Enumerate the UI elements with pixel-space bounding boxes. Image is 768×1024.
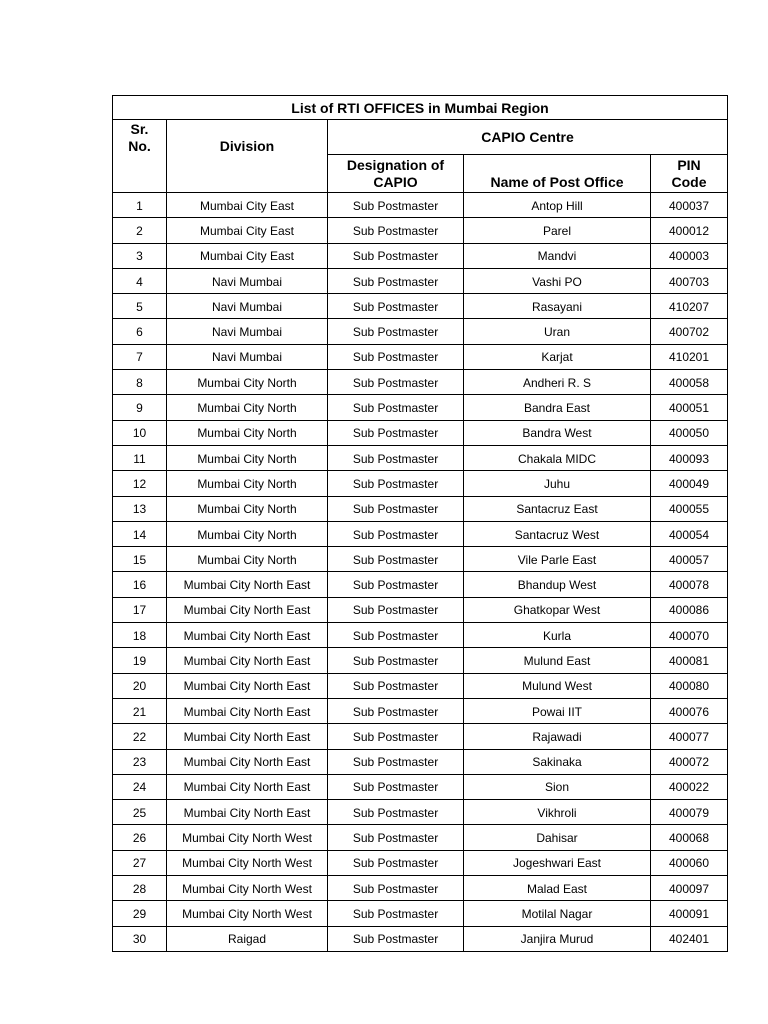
cell-pin-code: 400081 [651, 648, 728, 673]
cell-pin-code: 400079 [651, 800, 728, 825]
cell-sr-no: 27 [113, 850, 167, 875]
rti-offices-document [112, 95, 727, 952]
cell-designation: Sub Postmaster [328, 926, 464, 951]
cell-sr-no: 13 [113, 496, 167, 521]
cell-post-office: Mulund East [464, 648, 651, 673]
cell-pin-code: 400091 [651, 901, 728, 926]
cell-sr-no: 22 [113, 724, 167, 749]
cell-division: Mumbai City North West [167, 850, 328, 875]
cell-post-office: Uran [464, 319, 651, 344]
cell-division: Mumbai City North East [167, 597, 328, 622]
cell-sr-no: 18 [113, 623, 167, 648]
table-row [113, 724, 728, 749]
cell-sr-no: 25 [113, 800, 167, 825]
cell-sr-no: 12 [113, 471, 167, 496]
cell-sr-no: 17 [113, 597, 167, 622]
cell-division: Mumbai City North West [167, 901, 328, 926]
table-row [113, 698, 728, 723]
cell-division: Mumbai City North East [167, 749, 328, 774]
cell-post-office: Dahisar [464, 825, 651, 850]
cell-division: Mumbai City North East [167, 774, 328, 799]
cell-pin-code: 400057 [651, 547, 728, 572]
cell-post-office: Rajawadi [464, 724, 651, 749]
cell-post-office: Janjira Murud [464, 926, 651, 951]
cell-designation: Sub Postmaster [328, 749, 464, 774]
cell-pin-code: 400022 [651, 774, 728, 799]
cell-division: Mumbai City North [167, 370, 328, 395]
table-row [113, 648, 728, 673]
cell-division: Mumbai City North [167, 547, 328, 572]
cell-sr-no: 2 [113, 218, 167, 243]
cell-pin-code: 400076 [651, 698, 728, 723]
cell-designation: Sub Postmaster [328, 344, 464, 369]
header-sr-no-label: Sr. No. [128, 121, 151, 154]
cell-pin-code: 400703 [651, 268, 728, 293]
cell-division: Mumbai City North East [167, 698, 328, 723]
cell-post-office: Juhu [464, 471, 651, 496]
cell-division: Mumbai City North [167, 445, 328, 470]
cell-sr-no: 26 [113, 825, 167, 850]
cell-post-office: Antop Hill [464, 193, 651, 218]
table-row [113, 395, 728, 420]
table-row [113, 673, 728, 698]
cell-designation: Sub Postmaster [328, 445, 464, 470]
table-row [113, 825, 728, 850]
table-row [113, 420, 728, 445]
cell-designation: Sub Postmaster [328, 521, 464, 546]
cell-pin-code: 402401 [651, 926, 728, 951]
cell-division: Mumbai City North [167, 471, 328, 496]
cell-designation: Sub Postmaster [328, 673, 464, 698]
cell-designation: Sub Postmaster [328, 471, 464, 496]
cell-division: Mumbai City North West [167, 876, 328, 901]
cell-sr-no: 19 [113, 648, 167, 673]
cell-division: Navi Mumbai [167, 344, 328, 369]
cell-designation: Sub Postmaster [328, 724, 464, 749]
cell-designation: Sub Postmaster [328, 800, 464, 825]
cell-pin-code: 400051 [651, 395, 728, 420]
cell-pin-code: 400093 [651, 445, 728, 470]
cell-pin-code: 400097 [651, 876, 728, 901]
cell-designation: Sub Postmaster [328, 825, 464, 850]
cell-designation: Sub Postmaster [328, 572, 464, 597]
table-header [113, 96, 728, 193]
table-body [113, 193, 728, 952]
cell-post-office: Santacruz West [464, 521, 651, 546]
cell-post-office: Vile Parle East [464, 547, 651, 572]
cell-designation: Sub Postmaster [328, 268, 464, 293]
header-sr-no [113, 120, 167, 193]
header-pin-code [651, 155, 728, 193]
cell-division: Mumbai City North [167, 420, 328, 445]
table-row [113, 597, 728, 622]
cell-division: Mumbai City North East [167, 648, 328, 673]
cell-pin-code: 400012 [651, 218, 728, 243]
cell-division: Mumbai City North West [167, 825, 328, 850]
cell-sr-no: 30 [113, 926, 167, 951]
cell-post-office: Powai IIT [464, 698, 651, 723]
cell-pin-code: 400037 [651, 193, 728, 218]
cell-sr-no: 28 [113, 876, 167, 901]
cell-sr-no: 3 [113, 243, 167, 268]
cell-post-office: Sakinaka [464, 749, 651, 774]
cell-pin-code: 410201 [651, 344, 728, 369]
cell-division: Navi Mumbai [167, 268, 328, 293]
cell-pin-code: 400060 [651, 850, 728, 875]
cell-designation: Sub Postmaster [328, 623, 464, 648]
cell-sr-no: 11 [113, 445, 167, 470]
cell-pin-code: 400055 [651, 496, 728, 521]
table-row [113, 901, 728, 926]
cell-sr-no: 4 [113, 268, 167, 293]
cell-pin-code: 400049 [651, 471, 728, 496]
cell-post-office: Mulund West [464, 673, 651, 698]
cell-division: Mumbai City East [167, 193, 328, 218]
cell-pin-code: 400077 [651, 724, 728, 749]
cell-pin-code: 400080 [651, 673, 728, 698]
cell-sr-no: 23 [113, 749, 167, 774]
cell-designation: Sub Postmaster [328, 218, 464, 243]
cell-pin-code: 410207 [651, 294, 728, 319]
cell-designation: Sub Postmaster [328, 901, 464, 926]
cell-designation: Sub Postmaster [328, 547, 464, 572]
table-row [113, 319, 728, 344]
cell-post-office: Ghatkopar West [464, 597, 651, 622]
cell-designation: Sub Postmaster [328, 420, 464, 445]
cell-designation: Sub Postmaster [328, 395, 464, 420]
cell-post-office: Sion [464, 774, 651, 799]
cell-post-office: Santacruz East [464, 496, 651, 521]
cell-designation: Sub Postmaster [328, 597, 464, 622]
cell-designation: Sub Postmaster [328, 319, 464, 344]
table-row [113, 749, 728, 774]
cell-sr-no: 10 [113, 420, 167, 445]
cell-designation: Sub Postmaster [328, 698, 464, 723]
cell-sr-no: 1 [113, 193, 167, 218]
cell-pin-code: 400086 [651, 597, 728, 622]
header-division: Division [167, 120, 328, 193]
cell-sr-no: 24 [113, 774, 167, 799]
cell-sr-no: 14 [113, 521, 167, 546]
cell-sr-no: 29 [113, 901, 167, 926]
cell-designation: Sub Postmaster [328, 774, 464, 799]
table-row [113, 370, 728, 395]
table-row [113, 521, 728, 546]
header-pin-code-label: PIN Code [671, 157, 707, 190]
cell-pin-code: 400702 [651, 319, 728, 344]
rti-offices-table [112, 95, 728, 952]
cell-sr-no: 5 [113, 294, 167, 319]
cell-sr-no: 7 [113, 344, 167, 369]
cell-post-office: Parel [464, 218, 651, 243]
cell-division: Mumbai City East [167, 218, 328, 243]
table-row [113, 572, 728, 597]
cell-post-office: Bandra East [464, 395, 651, 420]
cell-designation: Sub Postmaster [328, 370, 464, 395]
cell-post-office: Karjat [464, 344, 651, 369]
header-capio-centre: CAPIO Centre [328, 120, 728, 155]
cell-division: Navi Mumbai [167, 319, 328, 344]
table-row [113, 623, 728, 648]
cell-post-office: Kurla [464, 623, 651, 648]
cell-designation: Sub Postmaster [328, 193, 464, 218]
cell-division: Mumbai City North East [167, 572, 328, 597]
cell-division: Mumbai City North [167, 521, 328, 546]
table-row [113, 243, 728, 268]
table-row [113, 876, 728, 901]
cell-pin-code: 400070 [651, 623, 728, 648]
cell-pin-code: 400058 [651, 370, 728, 395]
cell-pin-code: 400072 [651, 749, 728, 774]
cell-sr-no: 20 [113, 673, 167, 698]
cell-post-office: Malad East [464, 876, 651, 901]
table-row [113, 850, 728, 875]
table-row [113, 800, 728, 825]
cell-post-office: Rasayani [464, 294, 651, 319]
cell-division: Mumbai City East [167, 243, 328, 268]
cell-division: Mumbai City North East [167, 800, 328, 825]
cell-sr-no: 6 [113, 319, 167, 344]
table-row [113, 547, 728, 572]
header-designation-label: Designation of CAPIO [346, 157, 445, 190]
cell-pin-code: 400054 [651, 521, 728, 546]
cell-post-office: Mandvi [464, 243, 651, 268]
table-row [113, 496, 728, 521]
cell-post-office: Jogeshwari East [464, 850, 651, 875]
table-row [113, 926, 728, 951]
cell-pin-code: 400003 [651, 243, 728, 268]
cell-post-office: Bhandup West [464, 572, 651, 597]
cell-pin-code: 400078 [651, 572, 728, 597]
cell-division: Mumbai City North [167, 496, 328, 521]
table-row [113, 218, 728, 243]
table-row [113, 344, 728, 369]
cell-designation: Sub Postmaster [328, 243, 464, 268]
table-row [113, 471, 728, 496]
cell-sr-no: 15 [113, 547, 167, 572]
table-row [113, 193, 728, 218]
cell-post-office: Vashi PO [464, 268, 651, 293]
header-post-office: Name of Post Office [464, 155, 651, 193]
cell-post-office: Bandra West [464, 420, 651, 445]
cell-designation: Sub Postmaster [328, 294, 464, 319]
table-row [113, 294, 728, 319]
cell-sr-no: 16 [113, 572, 167, 597]
header-designation [328, 155, 464, 193]
cell-division: Mumbai City North East [167, 724, 328, 749]
cell-division: Mumbai City North East [167, 673, 328, 698]
cell-pin-code: 400068 [651, 825, 728, 850]
cell-pin-code: 400050 [651, 420, 728, 445]
table-row [113, 774, 728, 799]
cell-designation: Sub Postmaster [328, 876, 464, 901]
cell-division: Navi Mumbai [167, 294, 328, 319]
cell-post-office: Motilal Nagar [464, 901, 651, 926]
cell-sr-no: 9 [113, 395, 167, 420]
cell-post-office: Chakala MIDC [464, 445, 651, 470]
cell-post-office: Vikhroli [464, 800, 651, 825]
cell-designation: Sub Postmaster [328, 496, 464, 521]
cell-sr-no: 8 [113, 370, 167, 395]
cell-division: Mumbai City North East [167, 623, 328, 648]
cell-division: Mumbai City North [167, 395, 328, 420]
cell-division: Raigad [167, 926, 328, 951]
table-row [113, 268, 728, 293]
cell-post-office: Andheri R. S [464, 370, 651, 395]
table-row [113, 445, 728, 470]
cell-designation: Sub Postmaster [328, 648, 464, 673]
table-title: List of RTI OFFICES in Mumbai Region [113, 96, 728, 120]
cell-designation: Sub Postmaster [328, 850, 464, 875]
cell-sr-no: 21 [113, 698, 167, 723]
